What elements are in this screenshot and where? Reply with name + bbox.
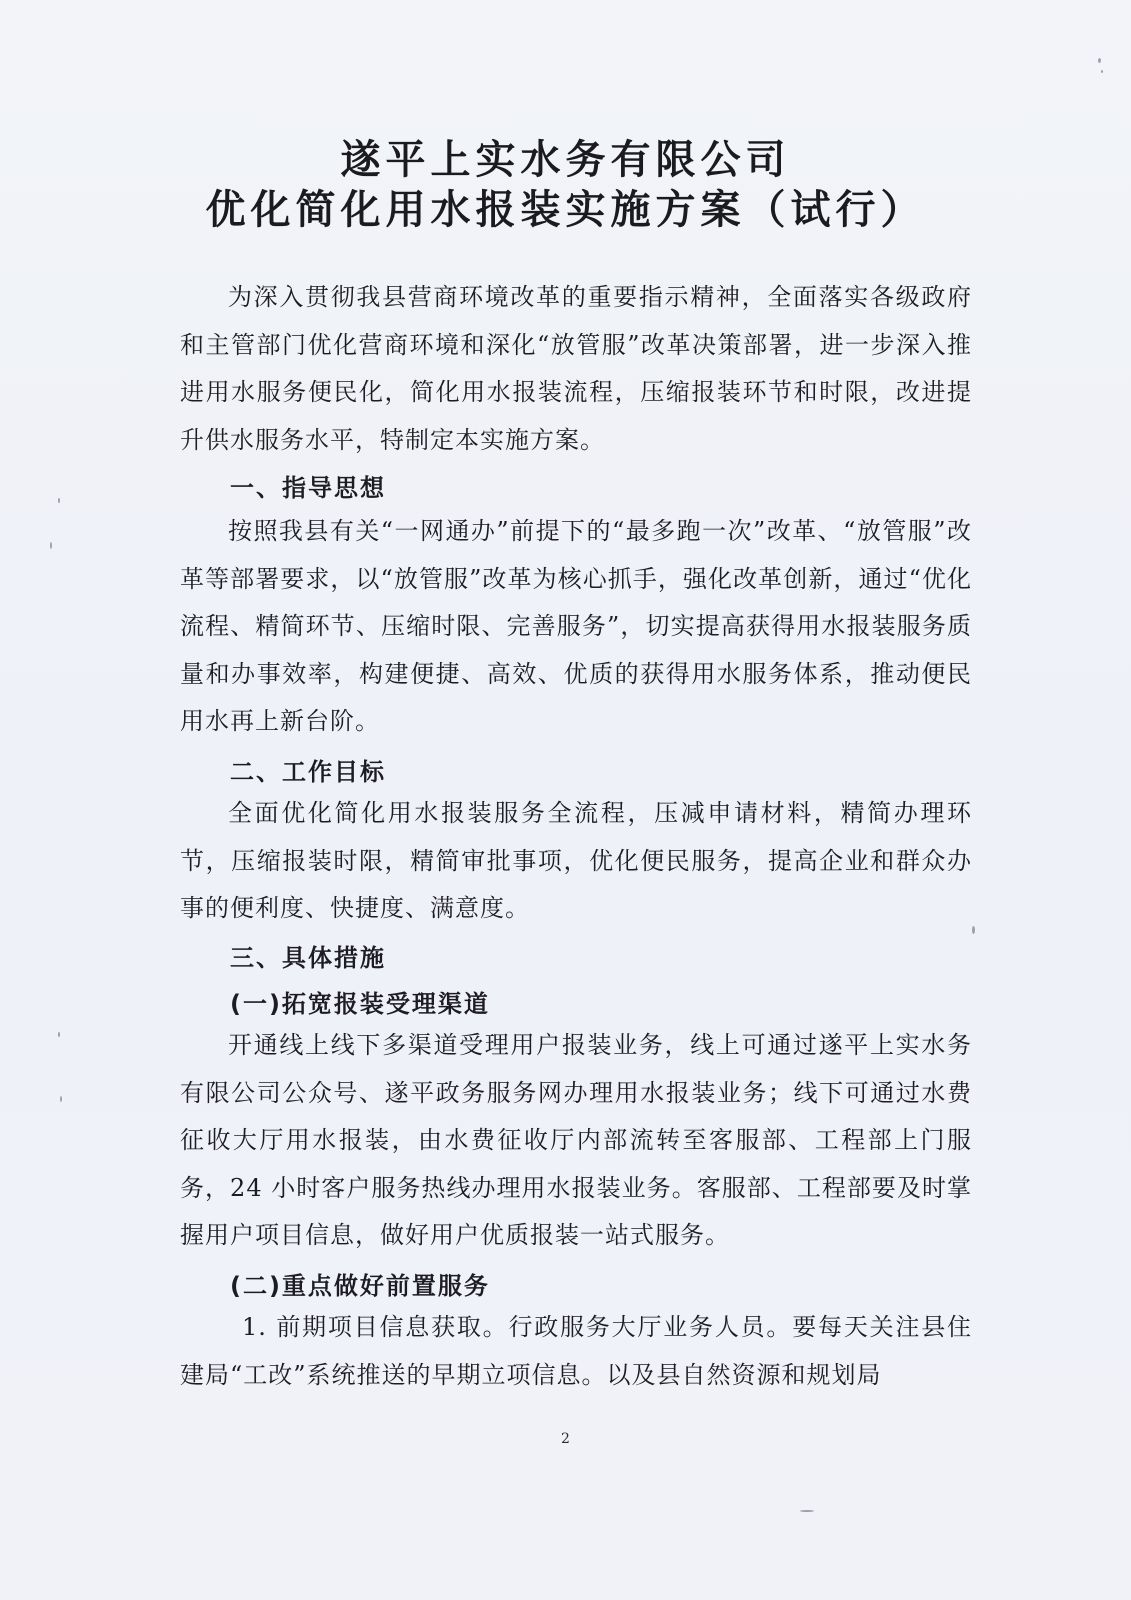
- scan-speck: [1098, 58, 1101, 63]
- scan-speck: [1101, 70, 1103, 73]
- page-number: 2: [561, 1431, 570, 1447]
- subsection-heading-pre-services: (二)重点做好前置服务: [230, 1272, 490, 1300]
- section-heading-work-goals: 二、工作目标: [230, 758, 386, 786]
- section-heading-guiding-ideology: 一、指导思想: [230, 474, 386, 502]
- scan-speck: [58, 1032, 60, 1037]
- subsection-paragraph-channels: 开通线上线下多渠道受理用户报装业务，线上可通过遂平上实水务有限公司公众号、遂平政务服务网办理用水报装业务；线下可通过水费征收大厅用水报装，由水费征收厅内部流转至客服部、工程部上门服务，24 小时客户服务热线办理用水报装业务。客服部、工程部要及时掌握用户项目信息，做好用户优质报装一站式服务。: [180, 1031, 972, 1249]
- subsection-item-project-info: 1. 前期项目信息获取。行政服务大厅业务人员。要每天关注县住建局“工改”系统推送的早期立项信息。以及县自然资源和规划局: [180, 1313, 972, 1389]
- section-paragraph-guiding-ideology: 按照我县有关“一网通办”前提下的“最多跑一次”改革、“放管服”改革等部署要求，以“放管服”改革为核心抓手，强化改革创新，通过“优化流程、精简环节、压缩时限、完善服务”，切实提高获得用水报装服务质量和办事效率，构建便捷、高效、优质的获得用水服务体系，推动便民用水再上新台阶。: [180, 517, 972, 735]
- scan-speck: [972, 926, 975, 934]
- subsection-heading-channels: (一)拓宽报装受理渠道: [230, 990, 490, 1018]
- section-heading-specific-measures: 三、具体措施: [230, 944, 386, 972]
- intro-paragraph: 为深入贯彻我县营商环境改革的重要指示精神，全面落实各级政府和主管部门优化营商环境和深化“放管服”改革决策部署，进一步深入推进用水服务便民化，简化用水报装流程，压缩报装环节和时限，改进提升供水服务水平，特制定本实施方案。: [180, 283, 972, 454]
- scan-speck: [800, 1510, 814, 1512]
- scan-speck: [50, 542, 52, 549]
- document-title-line1: 遂平上实水务有限公司: [340, 137, 791, 183]
- scan-speck: [60, 1096, 62, 1102]
- scan-speck: [58, 498, 60, 503]
- document-title-line2: 优化简化用水报装实施方案（试行）: [205, 187, 926, 233]
- section-paragraph-work-goals: 全面优化简化用水报装服务全流程，压减申请材料，精简办理环节，压缩报装时限，精简审批事项，优化便民服务，提高企业和群众办事的便利度、快捷度、满意度。: [180, 799, 972, 922]
